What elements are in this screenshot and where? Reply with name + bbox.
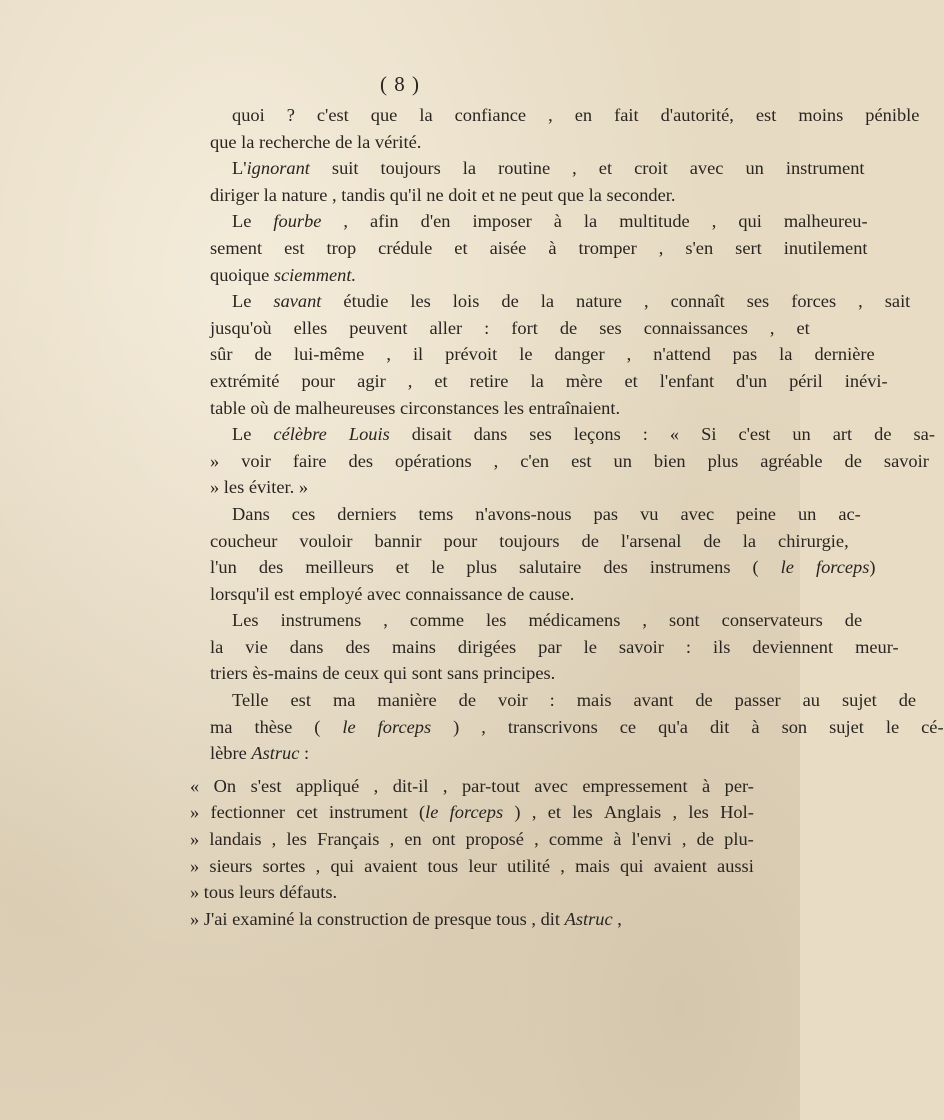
text-line: l'un des meilleurs et le plus salutaire des instrumens ( le forceps)	[210, 557, 876, 578]
text-line: » les éviter. »	[210, 477, 309, 498]
paragraph	[188, 501, 876, 607]
text-line: » sieurs sortes , qui avaient tous leur utilité , mais qui avaient aussi	[190, 855, 754, 876]
text-line: Le savant étudie les lois de la nature , connaît ses forces , sait	[232, 291, 911, 312]
text-line: jusqu'où elles peuvent aller : fort de ses connaissances , et	[210, 317, 810, 338]
text-line: Les instrumens , comme les médicamens , sont conservateurs de	[232, 610, 863, 631]
text-line: quoique sciemment.	[210, 264, 357, 285]
text-line: sûr de lui-même , il prévoit le danger , n'attend pas la dernière	[210, 344, 875, 365]
text-line: triers ès-mains de ceux qui sont sans principes.	[210, 663, 556, 684]
paragraph	[188, 607, 899, 687]
text-line: diriger la nature , tandis qu'il ne doit et ne peut que la seconder.	[210, 184, 676, 205]
text-line: L'ignorant suit toujours la routine , et croit avec un instrument	[232, 158, 865, 179]
paragraph	[188, 421, 935, 501]
paragraph	[188, 102, 920, 155]
text-line: » voir faire des opérations , c'en est un bien plus agréable de savoir	[210, 450, 929, 471]
text-line: » landais , les Français , en ont proposé , comme à l'envi , de plu-	[190, 829, 754, 850]
text-line: » J'ai examiné la construction de presque tous , dit Astruc ,	[190, 908, 622, 929]
text-line: coucheur vouloir bannir pour toujours de l'arsenal de la chirurgie,	[210, 530, 849, 551]
paragraph	[188, 288, 911, 421]
text-line: table où de malheureuses circonstances les entraînaient.	[210, 397, 621, 418]
text-line: Telle est ma manière de voir : mais avant de passer au sujet de	[232, 690, 917, 711]
text-line: » fectionner cet instrument (le forceps ) , et les Anglais , les Hol-	[190, 802, 754, 823]
body-text	[188, 102, 944, 932]
text-line: quoi ? c'est que la confiance , en fait d'autorité, est moins pénible	[232, 105, 920, 125]
text-line: lèbre Astruc :	[210, 743, 310, 764]
paragraph	[188, 687, 944, 767]
page-number: ( 8 )	[380, 72, 420, 96]
paragraph	[188, 155, 865, 208]
paragraph	[188, 208, 868, 288]
text-line: » tous leurs défauts.	[190, 882, 338, 903]
text-line: Le célèbre Louis disait dans ses leçons : « Si c'est un art de sa-	[232, 424, 935, 445]
text-line: la vie dans des mains dirigées par le savoir : ils deviennent meur-	[210, 636, 899, 657]
text-line: ma thèse ( le forceps ) , transcrivons ce qu'a dit à son sujet le cé-	[210, 716, 944, 737]
text-line: que la recherche de la vérité.	[210, 131, 422, 152]
paragraph	[188, 906, 754, 933]
text-line: sement est trop crédule et aisée à tromper , s'en sert inutilement	[210, 237, 868, 258]
text-line: « On s'est appliqué , dit-il , par-tout avec empressement à per-	[190, 775, 754, 796]
text-line: Dans ces derniers tems n'avons-nous pas vu avec peine un ac-	[232, 503, 861, 524]
text-line: extrémité pour agir , et retire la mère et l'enfant d'un péril inévi-	[210, 370, 888, 391]
text-line: lorsqu'il est employé avec connaissance de cause.	[210, 583, 575, 604]
paragraph	[188, 773, 754, 906]
text-line: Le fourbe , afin d'en imposer à la multitude , qui malheureu-	[232, 211, 868, 232]
